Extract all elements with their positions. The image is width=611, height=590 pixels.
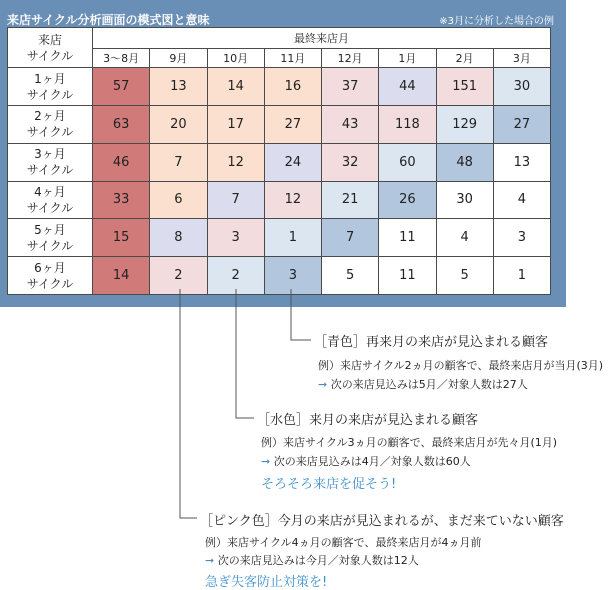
arrow-icon: ➞ bbox=[205, 554, 215, 567]
table-cell: 30 bbox=[436, 181, 493, 219]
row-label: 6ヶ月 サイクル bbox=[8, 257, 93, 295]
table-cell: 129 bbox=[436, 105, 493, 143]
annotation-blue-heading: ［青色］再来月の来店が見込まれる顧客 bbox=[314, 335, 549, 350]
table-cell: 16 bbox=[264, 68, 321, 106]
table-cell: 2 bbox=[150, 257, 207, 295]
connector-blue bbox=[291, 289, 311, 340]
table-cell: 2 bbox=[207, 257, 264, 295]
column-header: 2月 bbox=[436, 48, 493, 67]
annotation-pink-heading: ［ピンク色］今月の来店が見込まれるが、まだ来ていない顧客 bbox=[200, 514, 564, 529]
table-cell: 3 bbox=[264, 257, 321, 295]
table-cell: 44 bbox=[379, 68, 436, 106]
table-cell: 33 bbox=[93, 181, 150, 219]
table-cell: 24 bbox=[264, 143, 321, 181]
table-cell: 1 bbox=[493, 257, 550, 295]
table-cell: 6 bbox=[150, 181, 207, 219]
column-header: 3月 bbox=[493, 48, 550, 67]
table-cell: 21 bbox=[322, 181, 379, 219]
table-cell: 57 bbox=[93, 68, 150, 106]
annotation-pink-cta: 急ぎ失客防止対策を! bbox=[205, 575, 328, 590]
table-cell: 15 bbox=[93, 219, 150, 257]
table-cell: 30 bbox=[493, 68, 550, 106]
column-header: 3〜8月 bbox=[93, 48, 150, 67]
table-cell: 11 bbox=[379, 219, 436, 257]
column-header: 12月 bbox=[322, 48, 379, 67]
table-cell: 3 bbox=[207, 219, 264, 257]
table-cell: 63 bbox=[93, 105, 150, 143]
table-cell: 13 bbox=[150, 68, 207, 106]
table-cell: 14 bbox=[93, 257, 150, 295]
arrow-icon: ➞ bbox=[261, 455, 271, 468]
table-cell: 13 bbox=[493, 143, 550, 181]
annotation-water-example: 例）来店サイクル3ヵ月の顧客で、最終来店月が先々月(1月) bbox=[261, 436, 558, 449]
table-cell: 4 bbox=[493, 181, 550, 219]
table-cell: 48 bbox=[436, 143, 493, 181]
annotation-pink-result: 次の来店見込みは今月／対象人数は12人 bbox=[217, 554, 419, 567]
corner-line-2: サイクル bbox=[26, 48, 74, 63]
table-cell: 12 bbox=[264, 181, 321, 219]
annotation-water-cta: そろそろ来店を促そう! bbox=[261, 477, 397, 492]
table-cell: 43 bbox=[322, 105, 379, 143]
table-cell: 118 bbox=[379, 105, 436, 143]
table-cell: 17 bbox=[207, 105, 264, 143]
table-cell: 60 bbox=[379, 143, 436, 181]
table-cell: 14 bbox=[207, 68, 264, 106]
table-cell: 27 bbox=[264, 105, 321, 143]
panel-note: ※3月に分析した場合の例 bbox=[439, 16, 554, 27]
table-cell: 5 bbox=[436, 257, 493, 295]
group-header: 最終来店月 bbox=[93, 28, 551, 49]
table-cell: 11 bbox=[379, 257, 436, 295]
column-header: 11月 bbox=[264, 48, 321, 67]
table-cell: 37 bbox=[322, 68, 379, 106]
table-cell: 4 bbox=[436, 219, 493, 257]
arrow-icon: ➞ bbox=[318, 378, 328, 391]
row-label: 4ヶ月 サイクル bbox=[8, 181, 93, 219]
connector-water bbox=[236, 289, 254, 418]
table-cell: 1 bbox=[264, 219, 321, 257]
corner-line-1: 来店 bbox=[37, 32, 62, 47]
annotation-water-heading: ［水色］来月の来店が見込まれる顧客 bbox=[257, 413, 479, 428]
table-cell: 12 bbox=[207, 143, 264, 181]
annotation-blue-example: 例）来店サイクル2ヵ月の顧客で、最終来店月が当月(3月) bbox=[318, 359, 604, 372]
panel-title: 来店サイクル分析画面の模式図と意味 bbox=[7, 13, 210, 27]
annotation-blue-result: 次の来店見込みは5月／対象人数は27人 bbox=[330, 378, 528, 391]
row-label: 1ヶ月 サイクル bbox=[8, 68, 93, 106]
column-header: 1月 bbox=[379, 48, 436, 67]
table-cell: 26 bbox=[379, 181, 436, 219]
column-header: 10月 bbox=[207, 48, 264, 67]
row-label: 2ヶ月 サイクル bbox=[8, 105, 93, 143]
column-header: 9月 bbox=[150, 48, 207, 67]
row-label: 3ヶ月 サイクル bbox=[8, 143, 93, 181]
table-cell: 20 bbox=[150, 105, 207, 143]
table-cell: 27 bbox=[493, 105, 550, 143]
row-label: 5ヶ月 サイクル bbox=[8, 219, 93, 257]
table-cell: 32 bbox=[322, 143, 379, 181]
table-cell: 7 bbox=[207, 181, 264, 219]
connector-pink bbox=[180, 289, 197, 518]
table-cell: 7 bbox=[150, 143, 207, 181]
annotation-pink-example: 例）来店サイクル4ヵ月の顧客で、最終来店月が4ヵ月前 bbox=[205, 536, 482, 549]
table-cell: 5 bbox=[322, 257, 379, 295]
annotation-water-result: 次の来店見込みは4月／対象人数は60人 bbox=[273, 455, 471, 468]
table-cell: 151 bbox=[436, 68, 493, 106]
table-cell: 3 bbox=[493, 219, 550, 257]
table-cell: 8 bbox=[150, 219, 207, 257]
table-cell: 7 bbox=[322, 219, 379, 257]
table-cell: 46 bbox=[93, 143, 150, 181]
